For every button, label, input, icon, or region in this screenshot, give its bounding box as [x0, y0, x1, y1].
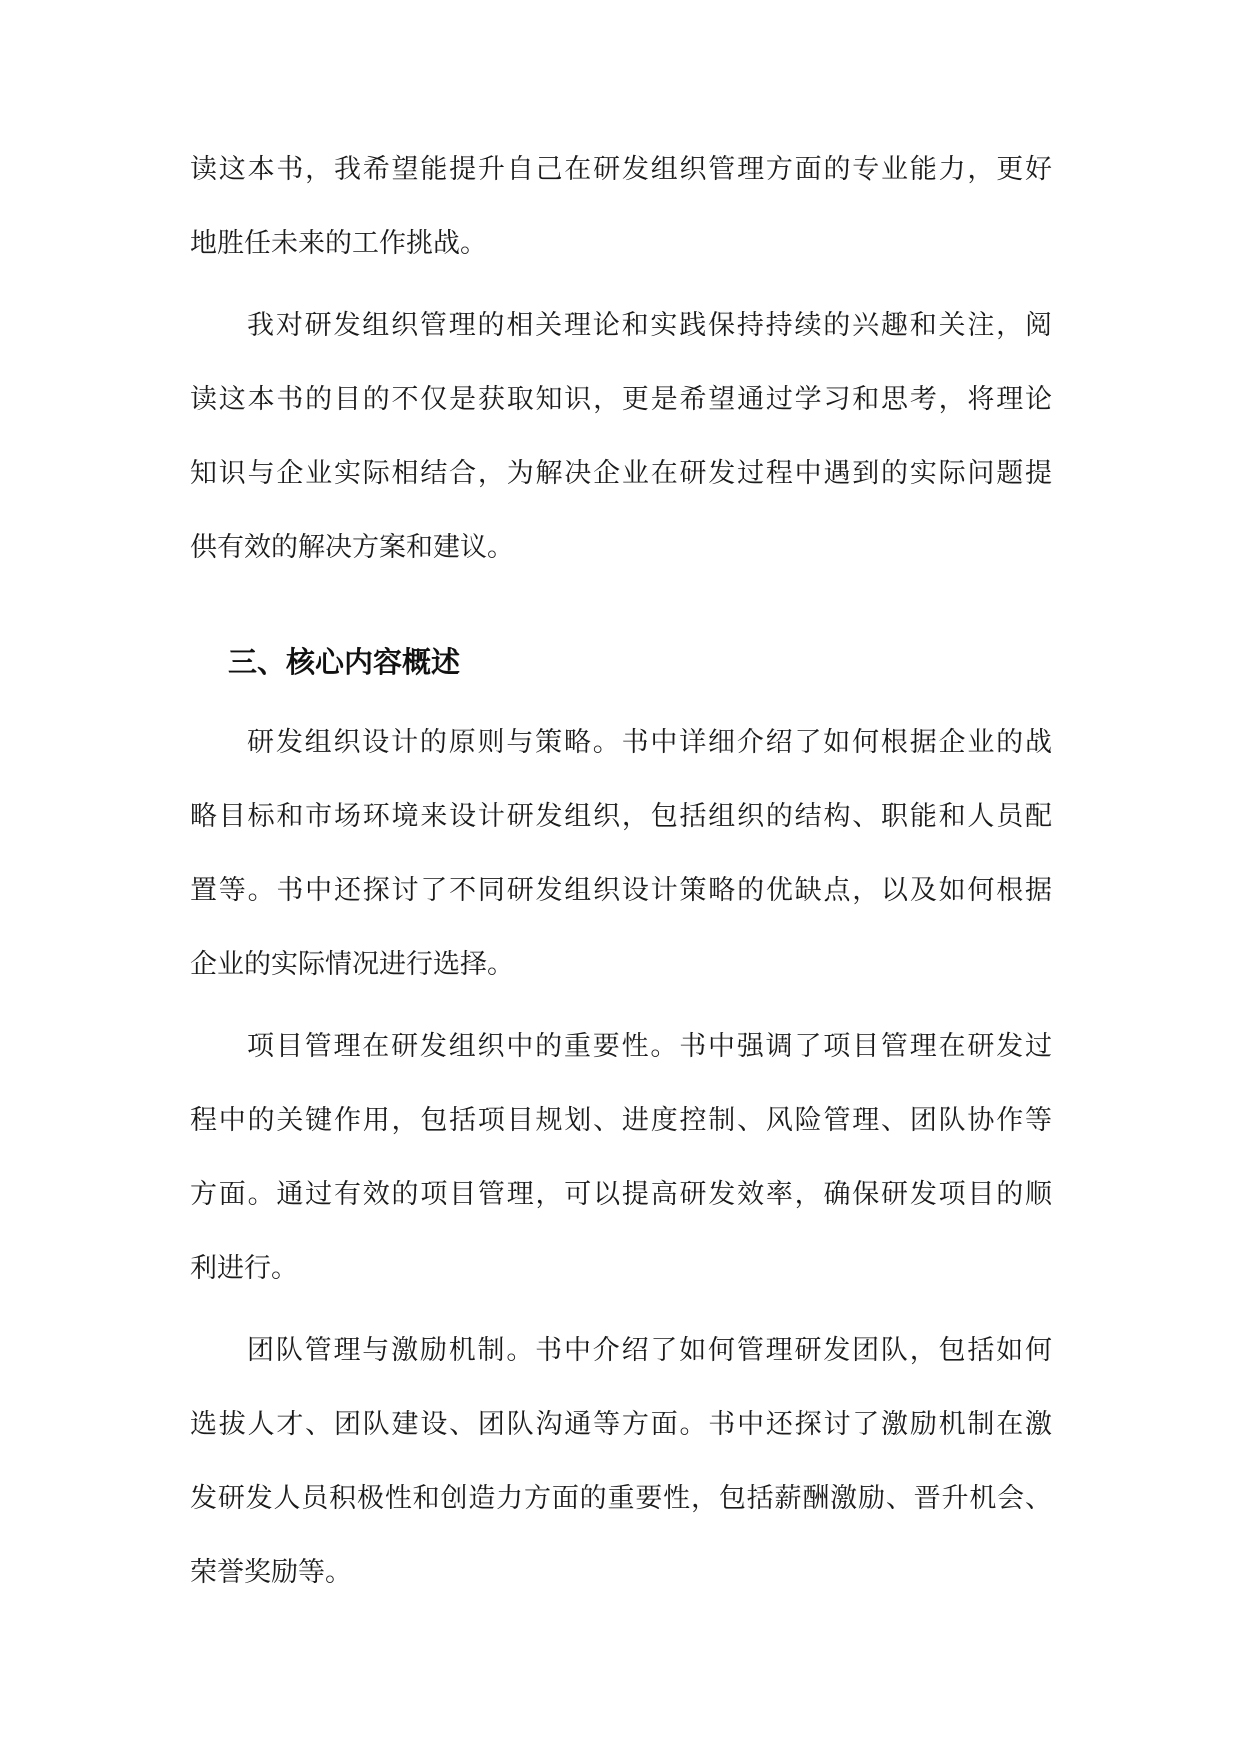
- paragraph-line: 知识与企业实际相结合，为解决企业在研发过程中遇到的实际问题提: [190, 458, 1052, 489]
- paragraph-line: 研发组织设计的原则与策略。书中详细介绍了如何根据企业的战: [247, 727, 1052, 758]
- paragraph-continuation: [190, 133, 1052, 281]
- paragraph-line: 地胜任未来的工作挑战。: [190, 228, 487, 259]
- paragraph-line: 供有效的解决方案和建议。: [190, 532, 514, 563]
- paragraph-line: 项目管理在研发组织中的重要性。书中强调了项目管理在研发过: [247, 1031, 1052, 1062]
- paragraph-line: 我对研发组织管理的相关理论和实践保持持续的兴趣和关注，阅: [247, 310, 1052, 341]
- paragraph-line: 读这本书的目的不仅是获取知识，更是希望通过学习和思考，将理论: [190, 384, 1052, 415]
- section-heading: 三、核心内容概述: [228, 645, 461, 679]
- paragraph-line: 企业的实际情况进行选择。: [190, 949, 514, 980]
- paragraph-line: 方面。通过有效的项目管理，可以提高研发效率，确保研发项目的顺: [190, 1179, 1052, 1210]
- paragraph-line: 置等。书中还探讨了不同研发组织设计策略的优缺点，以及如何根据: [190, 875, 1052, 906]
- paragraph-project-management: [190, 1010, 1052, 1306]
- paragraph-line: 略目标和市场环境来设计研发组织，包括组织的结构、职能和人员配: [190, 801, 1052, 832]
- paragraph-org-design: [190, 706, 1052, 1002]
- paragraph-line: 利进行。: [190, 1253, 298, 1284]
- paragraph-line: 选拔人才、团队建设、团队沟通等方面。书中还探讨了激励机制在激: [190, 1409, 1052, 1440]
- paragraph-line: 程中的关键作用，包括项目规划、进度控制、风险管理、团队协作等: [190, 1105, 1052, 1136]
- paragraph-line: 团队管理与激励机制。书中介绍了如何管理研发团队，包括如何: [247, 1335, 1052, 1366]
- paragraph-line: 发研发人员积极性和创造力方面的重要性，包括薪酬激励、晋升机会、: [190, 1483, 1052, 1514]
- document-body: [190, 133, 1052, 1610]
- paragraph-line: 读这本书，我希望能提升自己在研发组织管理方面的专业能力，更好: [190, 154, 1052, 185]
- paragraph-team-incentives: [190, 1314, 1052, 1610]
- paragraph-reading-interest: [190, 289, 1052, 585]
- paragraph-line: 荣誉奖励等。: [190, 1557, 352, 1588]
